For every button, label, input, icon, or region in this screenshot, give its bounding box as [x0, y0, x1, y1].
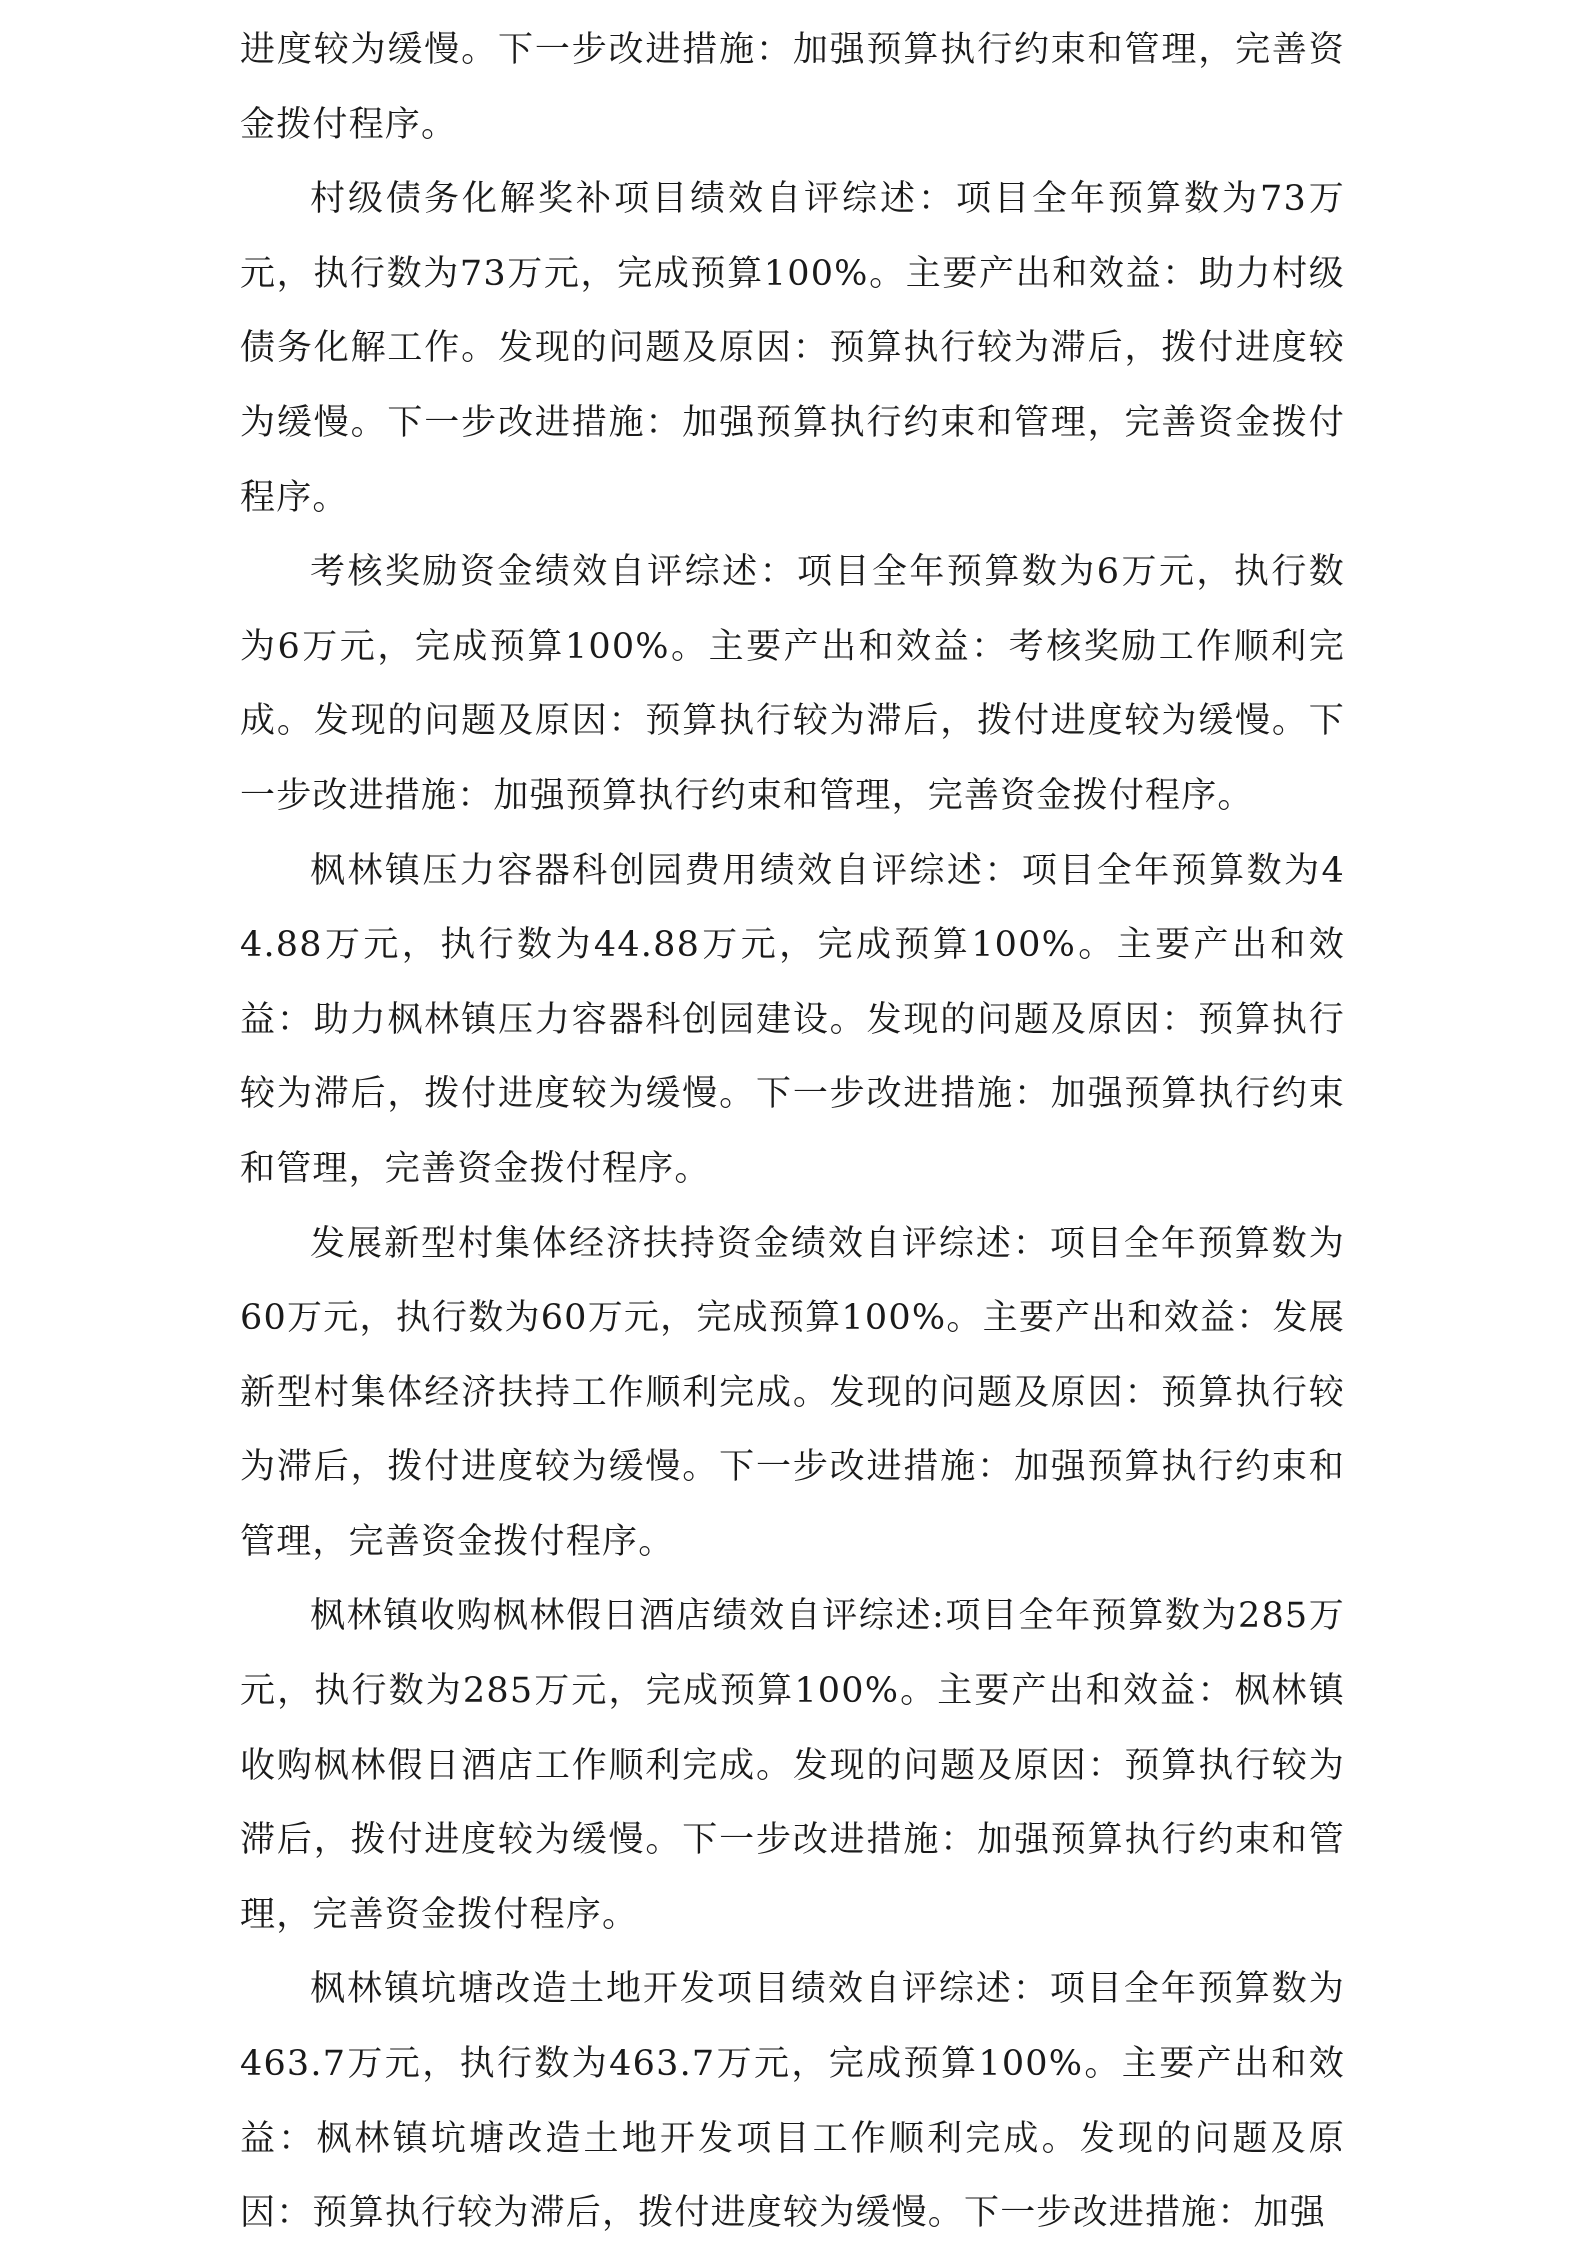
- paragraph-village-collective-economy: 发展新型村集体经济扶持资金绩效自评综述：项目全年预算数为60万元，执行数为60万元，完成预算100%。主要产出和效益：发展新型村集体经济扶持工作顺利完成。发现的问题及原因：预算执行较为滞后，拨付进度较为缓慢。下一步改进措施：加强预算执行约束和管理，完善资金拨付程序。: [240, 1223, 1345, 1562]
- body-text: [240, 13, 1345, 2251]
- paragraph-village-debt-relief: 村级债务化解奖补项目绩效自评综述：项目全年预算数为73万元，执行数为73万元，完成预算100%。主要产出和效益：助力村级债务化解工作。发现的问题及原因：预算执行较为滞后，拨付进度较为缓慢。下一步改进措施：加强预算执行约束和管理，完善资金拨付程序。: [240, 179, 1345, 518]
- paragraph-continuation: 进度较为缓慢。下一步改进措施：加强预算执行约束和管理，完善资金拨付程序。: [240, 30, 1345, 145]
- paragraph-holiday-hotel-acquisition: 枫林镇收购枫林假日酒店绩效自评综述:项目全年预算数为285万元，执行数为285万元，完成预算100%。主要产出和效益：枫林镇收购枫林假日酒店工作顺利完成。发现的问题及原因：预算执行较为滞后，拨付进度较为缓慢。下一步改进措施：加强预算执行约束和管理，完善资金拨付程序。: [240, 1596, 1345, 1935]
- paragraph-assessment-reward: 考核奖励资金绩效自评综述：项目全年预算数为6万元，执行数为6万元，完成预算100%。主要产出和效益：考核奖励工作顺利完成。发现的问题及原因：预算执行较为滞后，拨付进度较为缓慢。下一步改进措施：加强预算执行约束和管理，完善资金拨付程序。: [240, 552, 1345, 816]
- paragraph-pressure-vessel-park: 枫林镇压力容器科创园费用绩效自评综述：项目全年预算数为44.88万元，执行数为44.88万元，完成预算100%。主要产出和效益：助力枫林镇压力容器科创园建设。发现的问题及原因：预算执行较为滞后，拨付进度较为缓慢。下一步改进措施：加强预算执行约束和管理，完善资金拨付程序。: [240, 850, 1345, 1189]
- paragraph-pond-land-development: 枫林镇坑塘改造土地开发项目绩效自评综述：项目全年预算数为463.7万元，执行数为463.7万元，完成预算100%。主要产出和效益：枫林镇坑塘改造土地开发项目工作顺利完成。发现的问题及原因：预算执行较为滞后，拨付进度较为缓慢。下一步改进措施：加强: [240, 1969, 1345, 2234]
